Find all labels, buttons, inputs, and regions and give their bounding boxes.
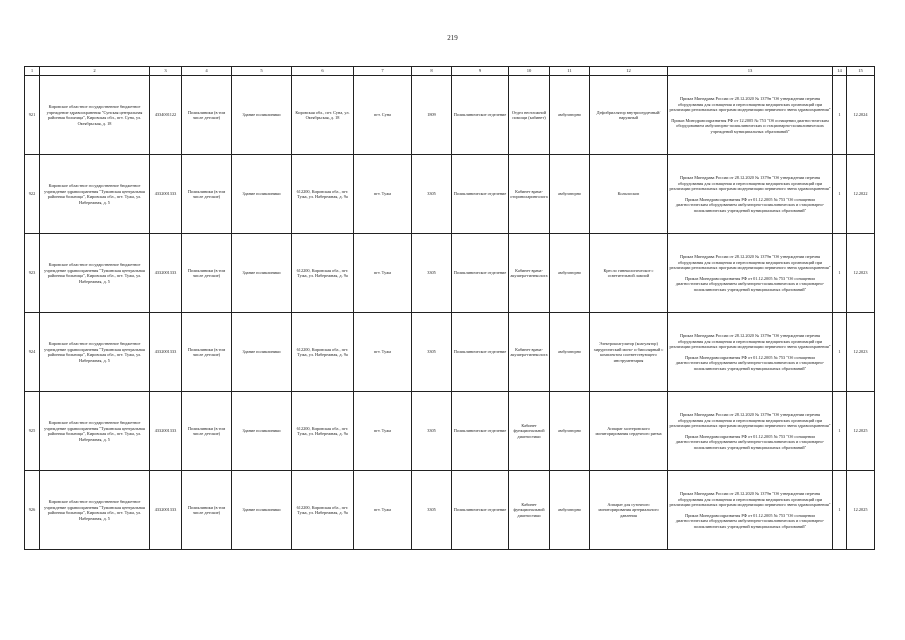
locality-cell: пгт. Тужа: [354, 155, 412, 234]
organization-cell: Кировское областное государственное бюджетное учреждение здравоохранения "Сунская центральная районная больница", Кировская обл., пгт. Суна, ул. Октябрьская, д. 18: [40, 76, 150, 155]
code-cell: 4332001333: [150, 392, 182, 471]
room-cell: Кабинет функциональной диагностики: [509, 392, 550, 471]
room-cell: Кабинет врача-акушера-гинеколога: [509, 313, 550, 392]
table-row: [25, 155, 875, 234]
year-cell: 3305: [412, 155, 452, 234]
table-row: [25, 313, 875, 392]
order-cell: [668, 155, 833, 234]
column-number: 2: [40, 67, 150, 76]
use-type-cell: Поликлиники (в том числе детские): [182, 234, 232, 313]
row-number-cell: 925: [25, 392, 40, 471]
registry-body: [25, 76, 875, 550]
care-type-cell: амбулаторно: [550, 313, 590, 392]
table-row: [25, 234, 875, 313]
department-cell: Поликлиническое отделение: [452, 76, 509, 155]
order-part-2: Приказ Минздравсоцразвития РФ от 01.12.2005 № 753 "Об оснащении диагностическим оборудованием амбулаторно-поликлинических и стационарно-поликлинических учреждений муниципальных образований": [675, 275, 825, 292]
quantity-cell: 1: [833, 155, 847, 234]
care-type-cell: амбулаторно: [550, 471, 590, 550]
organization-cell: Кировское областное государственное бюджетное учреждение здравоохранения "Тужинская центральная районная больница", Кировская обл., пгт. Тужа, ул. Набережная, д. 5: [40, 313, 150, 392]
organization-cell: Кировское областное государственное бюджетное учреждение здравоохранения "Тужинская центральная районная больница", Кировская обл., пгт. Тужа, ул. Набережная, д. 5: [40, 234, 150, 313]
code-cell: 4332001333: [150, 471, 182, 550]
registry-table: [24, 66, 875, 550]
column-number: 1: [25, 67, 40, 76]
year-cell: 1809: [412, 76, 452, 155]
order-part-2: Приказ Минздравсоцразвития РФ от 01.12.2005 № 753 "Об оснащении диагностическим оборудованием амбулаторно-поликлинических и стационарно-поликлинических учреждений муниципальных образований": [675, 354, 825, 371]
use-type-cell: Поликлиники (в том числе детские): [182, 392, 232, 471]
year-cell: 3305: [412, 471, 452, 550]
equipment-cell: Аппарат холтеровского мониторирования сердечного ритма: [590, 392, 668, 471]
quantity-cell: 1: [833, 313, 847, 392]
order-part-1: Приказ Минздрава России от 28.12.2020 № 1379н "Об утверждении перечня оборудования для оснащения и переоснащения медицинских организаций при реализации региональных программ модернизации первичного звена здравоохранения": [669, 333, 831, 349]
order-part-2: Приказ Минздравсоцразвития РФ от 01.12.2005 № 753 "Об оснащении диагностическим оборудованием амбулаторно-поликлинических и стационарно-поликлинических учреждений муниципальных образований": [675, 196, 825, 213]
room-cell: Отдел неотложной помощи (кабинет): [509, 76, 550, 155]
column-number: 12: [590, 67, 668, 76]
organization-cell: Кировское областное государственное бюджетное учреждение здравоохранения "Тужинская центральная районная больница", Кировская обл., пгт. Тужа, ул. Набережная, д. 5: [40, 392, 150, 471]
column-number: 9: [452, 67, 509, 76]
quantity-cell: 1: [833, 392, 847, 471]
order-part-2: Приказ Минздравсоцразвития РФ от 01.12.2005 № 753 "Об оснащении диагностическим оборудованием амбулаторно-поликлинических и стационарно-поликлинических учреждений муниципальных образований": [675, 512, 825, 529]
equipment-cell: Дефибриллятор внутрисердечный/наружный: [590, 76, 668, 155]
year-cell: 3305: [412, 234, 452, 313]
order-cell: [668, 392, 833, 471]
use-type-cell: Поликлиники (в том числе детские): [182, 155, 232, 234]
year-cell: 3305: [412, 313, 452, 392]
building-cell: Здание поликлиники: [232, 234, 292, 313]
page-number: 219: [447, 34, 458, 42]
table-row: [25, 471, 875, 550]
locality-cell: пгт. Тужа: [354, 234, 412, 313]
order-cell: [668, 234, 833, 313]
row-number-cell: 923: [25, 234, 40, 313]
order-part-1: Приказ Минздрава России от 28.12.2020 № 1379н "Об утверждении перечня оборудования для оснащения и переоснащения медицинских организаций при реализации региональных программ модернизации первичного звена здравоохранения": [669, 175, 831, 191]
locality-cell: пгт. Тужа: [354, 313, 412, 392]
year-cell: 3305: [412, 392, 452, 471]
care-type-cell: амбулаторно: [550, 155, 590, 234]
order-cell: [668, 471, 833, 550]
column-number-row: [25, 67, 875, 76]
address-cell: 612200, Кировская обл., пгт. Тужа, ул. Набережная, д. 9а: [292, 155, 354, 234]
row-number-cell: 921: [25, 76, 40, 155]
building-cell: Здание поликлиники: [232, 76, 292, 155]
column-number: 6: [292, 67, 354, 76]
table-row: [25, 76, 875, 155]
date-cell: 12.2023: [847, 234, 875, 313]
locality-cell: пгт. Тужа: [354, 471, 412, 550]
column-number: 5: [232, 67, 292, 76]
address-cell: 612200, Кировская обл., пгт. Тужа, ул. Набережная, д. 9а: [292, 471, 354, 550]
date-cell: 12.2023: [847, 313, 875, 392]
column-number: 13: [668, 67, 833, 76]
order-cell: [668, 76, 833, 155]
building-cell: Здание поликлиники: [232, 471, 292, 550]
row-number-cell: 924: [25, 313, 40, 392]
address-cell: 612200, Кировская обл., пгт. Тужа, ул. Набережная, д. 9а: [292, 313, 354, 392]
department-cell: Поликлиническое отделение: [452, 471, 509, 550]
column-number: 11: [550, 67, 590, 76]
equipment-cell: Кресло гинекологическое с осветительной лампой: [590, 234, 668, 313]
use-type-cell: Поликлиники (в том числе детские): [182, 471, 232, 550]
equipment-cell: Кольпоскоп: [590, 155, 668, 234]
date-cell: 12.2024: [847, 76, 875, 155]
room-cell: Кабинет врача-акушера-гинеколога: [509, 234, 550, 313]
building-cell: Здание поликлиники: [232, 313, 292, 392]
quantity-cell: 1: [833, 76, 847, 155]
equipment-cell: Аппарат для суточного мониторирования артериального давления: [590, 471, 668, 550]
order-part-1: Приказ Минздрава России от 28.12.2020 № 1379н "Об утверждении перечня оборудования для оснащения и переоснащения медицинских организаций при реализации региональных программ модернизации первичного звена здравоохранения": [669, 491, 831, 507]
building-cell: Здание поликлиники: [232, 155, 292, 234]
code-cell: 4332001333: [150, 155, 182, 234]
room-cell: Кабинет врача-оториноларинголога: [509, 155, 550, 234]
row-number-cell: 922: [25, 155, 40, 234]
care-type-cell: амбулаторно: [550, 76, 590, 155]
column-number: 10: [509, 67, 550, 76]
quantity-cell: 1: [833, 471, 847, 550]
address-cell: 612200, Кировская обл., пгт. Тужа, ул. Набережная, д. 9а: [292, 234, 354, 313]
order-part-2: Приказ Минздравсоцразвития РФ от 12.2005 № 753 "Об оснащении диагностическим оборудованием амбулаторно-поликлинических и стационарно-поликлинических учреждений муниципальных образований": [671, 117, 829, 134]
column-number: 7: [354, 67, 412, 76]
order-part-1: Приказ Минздрава России от 28.12.2020 № 1379н "Об утверждении перечня оборудования для оснащения и переоснащения медицинских организаций при реализации региональных программ модернизации первичного звена здравоохранения": [669, 412, 831, 428]
code-cell: 4334001122: [150, 76, 182, 155]
room-cell: Кабинет функциональной диагностики: [509, 471, 550, 550]
code-cell: 4332001333: [150, 234, 182, 313]
date-cell: 12.2025: [847, 392, 875, 471]
locality-cell: пгт. Суна: [354, 76, 412, 155]
order-part-2: Приказ Минздравсоцразвития РФ от 01.12.2005 № 753 "Об оснащении диагностическим оборудованием амбулаторно-поликлинических и стационарно-поликлинических учреждений муниципальных образований": [675, 433, 825, 450]
column-number: 14: [833, 67, 847, 76]
date-cell: 12.2025: [847, 471, 875, 550]
column-number: 15: [847, 67, 875, 76]
order-cell: [668, 313, 833, 392]
care-type-cell: амбулаторно: [550, 392, 590, 471]
building-cell: Здание поликлиники: [232, 392, 292, 471]
department-cell: Поликлиническое отделение: [452, 313, 509, 392]
column-number: 3: [150, 67, 182, 76]
department-cell: Поликлиническое отделение: [452, 155, 509, 234]
organization-cell: Кировское областное государственное бюджетное учреждение здравоохранения "Тужинская центральная районная больница", Кировская обл., пгт. Тужа, ул. Набережная, д. 5: [40, 471, 150, 550]
use-type-cell: Поликлиники (в том числе детские): [182, 313, 232, 392]
code-cell: 4332001333: [150, 313, 182, 392]
quantity-cell: 1: [833, 234, 847, 313]
column-number: 4: [182, 67, 232, 76]
table-row: [25, 392, 875, 471]
organization-cell: Кировское областное государственное бюджетное учреждение здравоохранения "Тужинская центральная районная больница", Кировская обл., пгт. Тужа, ул. Набережная, д. 5: [40, 155, 150, 234]
address-cell: 612200, Кировская обл., пгт. Тужа, ул. Набережная, д. 9а: [292, 392, 354, 471]
date-cell: 12.2022: [847, 155, 875, 234]
equipment-cell: Электрокоагулятор (коагулятор) хирургический моно- и биполярный с комплектом соответствующего инструментария: [590, 313, 668, 392]
order-part-1: Приказ Минздрава России от 28.12.2020 № 1379н "Об утверждении перечня оборудования для оснащения и переоснащения медицинских организаций при реализации региональных программ модернизации первичного звена здравоохранения": [669, 254, 831, 270]
use-type-cell: Поликлиники (в том числе детские): [182, 76, 232, 155]
order-part-1: Приказ Минздрава России от 28.12.2020 № 1379н "Об утверждении перечня оборудования для оснащения и переоснащения медицинских организаций при реализации региональных программ модернизации первичного звена здравоохранения": [669, 96, 831, 112]
row-number-cell: 926: [25, 471, 40, 550]
locality-cell: пгт. Тужа: [354, 392, 412, 471]
care-type-cell: амбулаторно: [550, 234, 590, 313]
department-cell: Поликлиническое отделение: [452, 234, 509, 313]
department-cell: Поликлиническое отделение: [452, 392, 509, 471]
address-cell: Кировская обл., пгт. Суна, ул. Октябрьская, д. 18: [292, 76, 354, 155]
column-number: 8: [412, 67, 452, 76]
